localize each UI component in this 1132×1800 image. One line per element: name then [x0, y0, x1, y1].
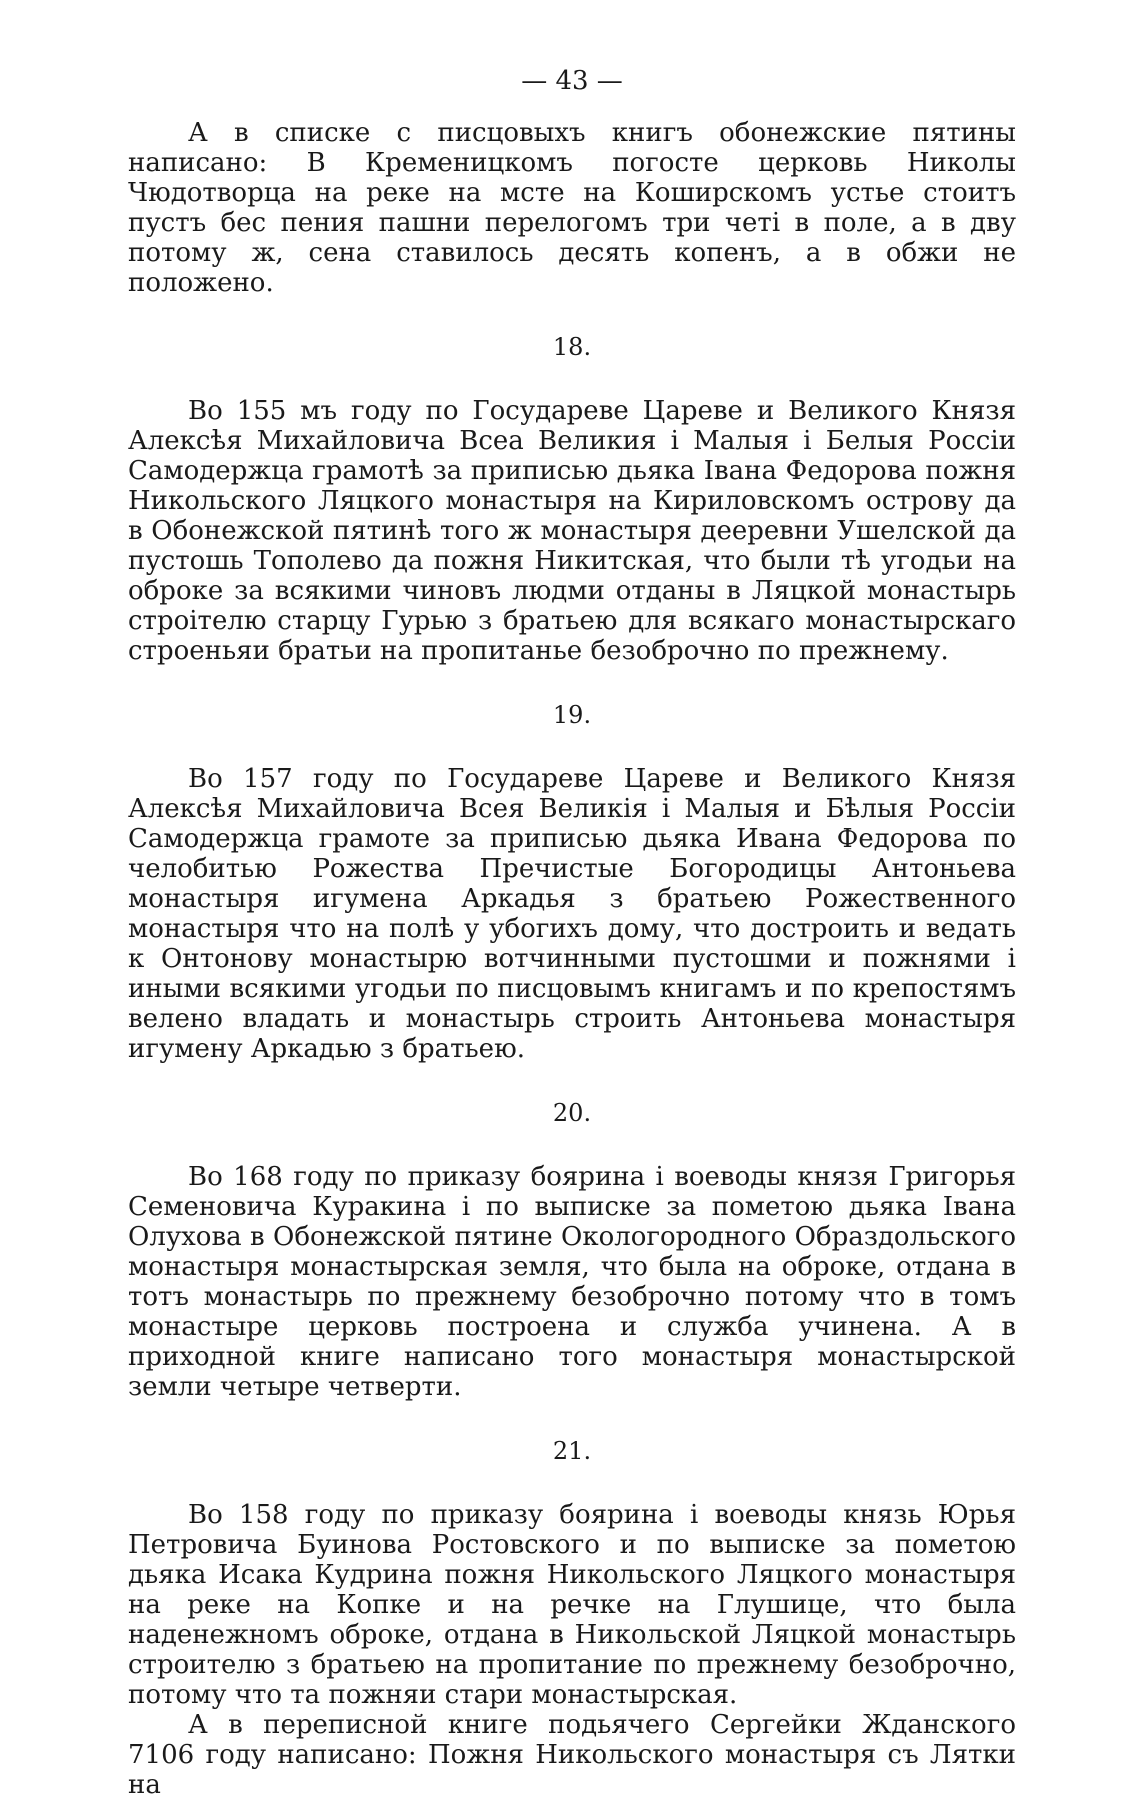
section-number: 20.: [552, 1099, 592, 1127]
section-18: [128, 332, 1016, 666]
section-paragraph: Во 158 году по приказу боярина і воеводы князь Юрья Петровича Буинова Ростовского и по выписке за пометою дьяка Исака Кудрина пожня Никольского Ляцкого монастыря на реке на Копке и на речке на Глушице, что была наденежномъ оброке, отдана в Никольской Ляцкой монастырь строителю з братьею на пропитание по прежнему безоброчно, потому что та пожняи стари монастырская.: [128, 1500, 1016, 1710]
intro-paragraph: А в списке с писцовыхъ книгъ обонежские пятины написано: В Кременицкомъ погосте церковь Николы Чюдотворца на реке на мсте на Коширскомъ устье стоитъ пустъ бес пения пашни перелогомъ три четі в поле, а в дву потому ж, сена ставилось десять копенъ, а в обжи не положено.: [128, 118, 1016, 298]
document-page: [128, 60, 1016, 1800]
page-number: — 43 —: [521, 66, 623, 96]
section-19: [128, 700, 1016, 1064]
section-number: 18.: [552, 333, 592, 361]
section-paragraph: А в переписной книге подьячего Сергейки Жданского 7106 году написано: Пожня Никольского монастыря съ Лятки на: [128, 1710, 1016, 1800]
section-paragraph: Во 157 году по Государеве Цареве и Великого Князя Алексѣя Михайловича Всея Великія і Малыя и Бѣлыя Россіи Самодержца грамоте за приписью дьяка Ивана Федорова по челобитью Рожества Пречистые Богородицы Антоньева монастыря игумена Аркадья з братьею Рожественного монастыря что на полѣ у убогихъ дому, что достроить и ведать к Онтонову монастырю вотчинными пустошми и пожнями і иными всякими угодьи по писцовымъ книгамъ и по крепостямъ велено владать и монастырь строить Антоньева монастыря игумену Аркадью з братьею.: [128, 764, 1016, 1064]
section-number: 21.: [552, 1437, 592, 1465]
section-paragraph: Во 155 мъ году по Государеве Цареве и Великого Князя Алексѣя Михайловича Всеа Великия і Малыя і Белыя Россіи Самодержца грамотѣ за приписью дьяка Івана Федорова пожня Никольского Ляцкого монастыря на Кириловскомъ острову да в Обонежской пятинѣ того ж монастыря дееревни Ушелской да пустошь Тополево да пожня Никитская, что были тѣ угодьи на оброке за всякими чиновъ людми отданы в Ляцкой монастырь строітелю старцу Гурью з братьею для всякаго монастырскаго строеньяи братьи на пропитанье безоброчно по прежнему.: [128, 396, 1016, 666]
section-number: 19.: [552, 701, 592, 729]
section-21: [128, 1436, 1016, 1800]
section-paragraph: Во 168 году по приказу боярина і воеводы князя Григорья Семеновича Куракина і по выписке за пометою дьяка Івана Олухова в Обонежской пятине Окологородного Образдольского монастыря монастырская земля, что была на оброке, отдана в тотъ монастырь по прежнему безоброчно потому что в томъ монастыре церковь построена и служба учинена. А в приходной книге написано того монастыря монастырской земли четыре четверти.: [128, 1162, 1016, 1402]
section-20: [128, 1098, 1016, 1402]
